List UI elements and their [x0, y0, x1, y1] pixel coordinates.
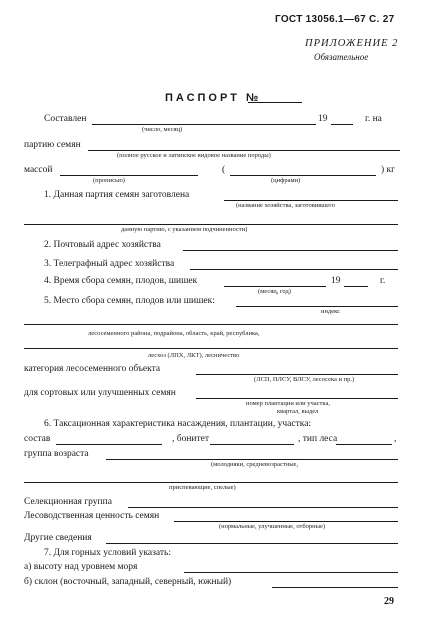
passport-title: ПАСПОРТ №	[165, 92, 262, 104]
selection-label: Селекционная группа	[24, 497, 112, 507]
value-line	[174, 521, 398, 522]
batch-label: партию семян	[24, 140, 81, 150]
age-group-label: группа возраста	[24, 449, 89, 459]
item-1-label: 1. Данная партия семян заготовлена	[44, 190, 190, 200]
category-line	[196, 374, 398, 375]
item-5-line	[236, 306, 398, 307]
age-group-line-2	[24, 482, 398, 483]
age-hint-2: приспевающие, спелые)	[169, 484, 236, 491]
item-1-line	[224, 200, 398, 201]
composition-label: состав	[24, 434, 51, 444]
passport-number-line	[248, 102, 302, 103]
bonitet-line	[210, 444, 294, 445]
forest-type-comma: ,	[394, 434, 397, 444]
appendix-subtitle: Обязательное	[314, 52, 369, 62]
mass-paren-close: ) кг	[381, 165, 396, 175]
age-group-line	[106, 459, 398, 460]
item-1-hint: (название хозяйства, заготовившего	[236, 202, 335, 209]
category-hint: (ЛСП, ПЛСУ, ВЛСУ, лесосека и пр.)	[254, 376, 355, 383]
forest-type-label: , тип леса	[298, 434, 338, 444]
composition-line	[56, 444, 162, 445]
appendix-title: ПРИЛОЖЕНИЕ 2	[305, 38, 399, 49]
item-1-line-2	[24, 224, 398, 225]
mass-digits-line	[230, 175, 376, 176]
bonitet-label: , бонитет	[172, 434, 210, 444]
value-hint: (нормальные, улучшенные, отборные)	[219, 523, 326, 530]
item-5-line-2	[24, 324, 398, 325]
item-7b-label: б) склон (восточный, западный, северный, южный)	[24, 577, 232, 587]
value-label: Лесоводственная ценность семян	[24, 511, 160, 521]
in-words-hint: (прописью)	[93, 177, 125, 184]
item-7a-line	[184, 572, 398, 573]
item-2-line	[183, 250, 398, 251]
compiled-label: Составлен	[44, 114, 87, 124]
item-4-year-prefix: 19	[331, 276, 341, 286]
date-hint: (число, месяц)	[142, 126, 183, 133]
item-4-month-line	[224, 286, 326, 287]
category-label: категория лесосеменного объекта	[24, 364, 161, 374]
item-3-line	[190, 269, 398, 270]
item-5-line-3	[24, 348, 398, 349]
other-label: Другие сведения	[24, 533, 92, 543]
page-number: 29	[384, 596, 394, 607]
document-code: ГОСТ 13056.1—67 С. 27	[275, 14, 395, 25]
item-5-label: 5. Место сбора семян, плодов или шишек:	[44, 296, 215, 306]
item-4-year-suffix: г.	[380, 276, 386, 286]
species-hint: (полное русское и латинское видовое название породы)	[117, 152, 271, 159]
age-hint: (молодняки, средневозрастные,	[211, 461, 299, 468]
compiled-year-prefix: 19	[318, 114, 328, 124]
item-6-label: 6. Таксационная характеристика насаждения, плантации, участка:	[44, 419, 312, 429]
compiled-year-line	[331, 124, 353, 125]
compiled-year-suffix: г. на	[365, 114, 382, 124]
in-digits-hint: (цифрами)	[271, 177, 301, 184]
selection-line	[128, 507, 398, 508]
varietal-label: для сортовых или улучшенных семян	[24, 388, 176, 398]
item-5-hint: индекс	[321, 308, 341, 315]
varietal-hint-2: квартал, выдел	[277, 408, 319, 415]
item-3-label: 3. Телеграфный адрес хозяйства	[44, 259, 175, 269]
mass-label: массой	[24, 165, 53, 175]
other-line	[106, 543, 398, 544]
item-4-label: 4. Время сбора семян, плодов, шишек	[44, 276, 198, 286]
item-7b-line	[272, 587, 398, 588]
item-4-hint: (месяц, год)	[258, 288, 291, 295]
mass-words-line	[60, 175, 198, 176]
forest-type-line	[336, 444, 392, 445]
varietal-line	[196, 398, 398, 399]
compiled-date-line	[92, 124, 316, 125]
varietal-hint: номер плантации или участка,	[246, 400, 330, 407]
item-5-hint-2: лесосеменного района, подрайона, область, край, республика,	[88, 330, 260, 337]
item-5-hint-3: лесхоз (ЛПХ, ЛКТ), лесничество	[148, 352, 240, 359]
mass-paren-open: (	[222, 165, 226, 175]
item-7a-label: а) высоту над уровнем моря	[24, 562, 138, 572]
item-2-label: 2. Почтовый адрес хозяйства	[44, 240, 161, 250]
batch-species-line	[88, 150, 400, 151]
item-4-year-line	[344, 286, 368, 287]
item-1-hint-2: данную партию, с указанием подчиненности)	[121, 226, 248, 233]
item-7-label: 7. Для горных условий указать:	[44, 548, 171, 558]
